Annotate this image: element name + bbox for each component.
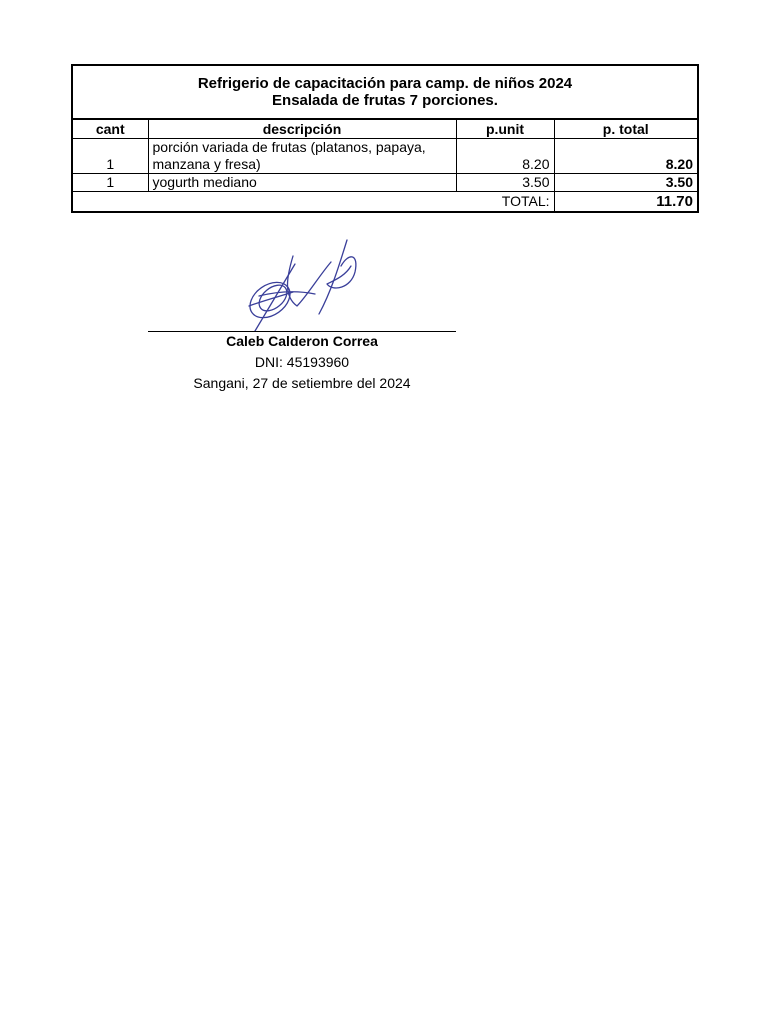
cell-descripcion: yogurth mediano	[148, 174, 456, 192]
total-label: TOTAL:	[72, 192, 554, 213]
column-header-ptotal: p. total	[554, 119, 698, 139]
column-header-row	[72, 119, 698, 139]
title-row	[72, 65, 698, 119]
receipt-table	[71, 64, 699, 213]
handwritten-signature-icon	[235, 236, 365, 332]
cell-punit: 3.50	[456, 174, 554, 192]
table-row	[72, 174, 698, 192]
cell-descripcion	[148, 139, 456, 174]
signature-line	[148, 331, 456, 332]
total-value: 11.70	[554, 192, 698, 213]
table-row	[72, 139, 698, 174]
description-line: porción variada de frutas (platanos, papaya,	[152, 139, 426, 155]
cell-cant: 1	[72, 174, 148, 192]
total-row	[72, 192, 698, 213]
column-header-descripcion: descripción	[148, 119, 456, 139]
cell-ptotal: 3.50	[554, 174, 698, 192]
description-line: manzana y fresa)	[152, 156, 261, 172]
cell-ptotal: 8.20	[554, 139, 698, 174]
column-header-punit: p.unit	[456, 119, 554, 139]
signer-place-date: Sangani, 27 de setiembre del 2024	[193, 375, 411, 391]
cell-punit: 8.20	[456, 139, 554, 174]
signer-dni: DNI: 45193960	[254, 354, 350, 370]
column-header-cant: cant	[72, 119, 148, 139]
signer-name: Caleb Calderon Correa	[226, 333, 378, 349]
title-line-1: Refrigerio de capacitación para camp. de niños 2024	[197, 75, 573, 92]
cell-cant: 1	[72, 139, 148, 174]
title-line-2: Ensalada de frutas 7 porciones.	[272, 92, 498, 109]
table-title	[72, 65, 698, 119]
